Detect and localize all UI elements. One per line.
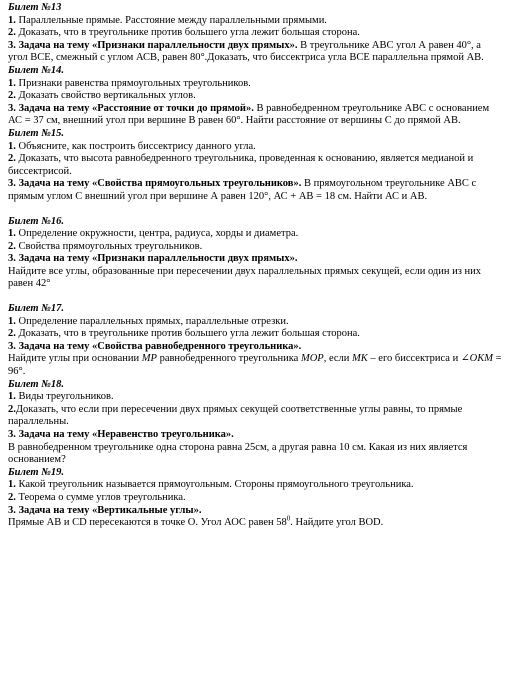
question-number: 2.: [8, 153, 16, 165]
task-text-part: . Найдите угол BOD.: [290, 517, 384, 529]
question-text: Признаки равенства прямоугольных треугольников.: [15, 77, 251, 89]
task-heading: 3. Задача на тему «Признаки параллельности двух прямых».: [8, 253, 298, 265]
question-text: Доказать, что если при пересечении двух прямых секущей соответственные углы равны, то прямые параллельны.: [8, 403, 463, 428]
question-3: [8, 429, 503, 442]
spacer: [8, 291, 503, 303]
task-heading: 3. Задача на тему «Расстояние от точки до прямой».: [8, 102, 254, 114]
question-3: [8, 178, 503, 203]
question-text: Теорема о сумме углов треугольника.: [15, 491, 186, 503]
ticket-title: Билет №18.: [8, 378, 64, 390]
task-text: В прямоугольном треугольнике АВС с прямым углом С внешний угол при вершине А равен 120°, АС + АВ = 18 см. Найти АС и АВ.: [8, 178, 477, 202]
question-number: 2.: [8, 328, 16, 340]
task-text-part: , если: [323, 353, 353, 365]
question-text: Какой треугольник называется прямоугольным. Стороны прямоугольного треугольника.: [15, 479, 414, 491]
ticket-16: [8, 216, 503, 292]
task-heading: 3. Задача на тему «Неравенство треугольника».: [8, 429, 234, 440]
question-text: Объясните, как построить биссектрису данного угла.: [15, 140, 256, 152]
question-1: [8, 479, 503, 492]
question-number: 2.: [8, 491, 16, 503]
question-text: Определение параллельных прямых, параллельные отрезки.: [15, 315, 289, 327]
question-2: [8, 492, 503, 505]
question-text: Виды треугольников.: [15, 391, 114, 403]
question-number: 1.: [8, 479, 16, 491]
question-3: [8, 40, 503, 65]
question-number: 1.: [8, 315, 16, 327]
task-text-part: равнобедренного треугольника: [156, 353, 301, 365]
question-text: Доказать, что в треугольнике против большего угла лежит большая сторона.: [15, 27, 360, 39]
question-2: [8, 27, 503, 40]
question-number: 2.: [8, 403, 16, 415]
question-text: Определение окружности, центра, радиуса, хорды и диаметра.: [15, 228, 299, 240]
task-heading: 3. Задача на тему «Свойства прямоугольных треугольников».: [8, 178, 302, 190]
task-text: В равнобедренном треугольнике одна сторона равна 25см, а другая равна 10 см. Какая из них является основанием?: [8, 441, 468, 466]
ticket-18: [8, 379, 503, 467]
ticket-title: Билет №16.: [8, 215, 64, 227]
question-number: 1.: [8, 140, 16, 152]
question-1: [8, 141, 503, 154]
ticket-14: [8, 65, 503, 128]
question-3: [8, 341, 503, 354]
ticket-title: Билет №17.: [8, 303, 64, 315]
question-number: 2.: [8, 90, 16, 102]
segment-label: MK: [352, 353, 368, 365]
question-text: Доказать, что высота равнобедренного треугольника, проведенная к основанию, является медианой и биссектрисой.: [8, 153, 474, 177]
segment-label: MP: [141, 353, 157, 365]
question-2: [8, 90, 503, 103]
question-number: 1.: [8, 14, 16, 26]
question-1: [8, 391, 503, 404]
question-text: Доказать, что в треугольнике против большего угла лежит большая сторона.: [15, 328, 360, 340]
task-heading: 3. Задача на тему «Признаки параллельности двух прямых».: [8, 39, 298, 51]
task-text: Найдите все углы, образованные при пересечении двух параллельных прямых секущей, если один из них равен 42°: [8, 265, 482, 290]
ticket-13: [8, 2, 503, 65]
question-2: [8, 328, 503, 341]
task-text-part: Прямые АВ и CD пересекаются в точке О. Угол АОС равен 58: [8, 517, 287, 529]
ticket-title: Билет №14.: [8, 64, 64, 76]
question-number: 1.: [8, 228, 16, 240]
question-2: [8, 153, 503, 178]
angle-label: ∠OKM: [460, 353, 493, 365]
task-heading: 3. Задача на тему «Вертикальные углы».: [8, 504, 202, 516]
question-1: [8, 228, 503, 241]
task-text-part: Найдите углы при основании: [8, 353, 142, 365]
question-1: [8, 15, 503, 28]
triangle-label: MOP: [300, 353, 324, 365]
question-3: [8, 505, 503, 518]
question-number: 1.: [8, 77, 16, 89]
question-3: [8, 253, 503, 266]
question-1: [8, 78, 503, 91]
task-text: [8, 353, 503, 378]
task-text: В треугольнике АВС угол А равен 40°, а угол ВСЕ, смежный с углом АСВ, равен 80°.Доказать, что биссектриса угла ВСЕ параллельна прямой АВ.: [8, 39, 484, 64]
task-text: [8, 514, 503, 530]
ticket-17: [8, 303, 503, 379]
question-3: [8, 103, 503, 128]
question-number: 2.: [8, 27, 16, 39]
task-text: В равнобедренном треугольнике АВС с основанием АС = 37 см, внешний угол при вершине В равен 60°. Найти расстояние от вершины С до прямой АВ.: [8, 102, 490, 127]
ticket-title: Билет №13: [8, 2, 62, 13]
question-2: [8, 241, 503, 254]
question-text: Параллельные прямые. Расстояние между параллельными прямыми.: [15, 14, 327, 26]
question-number: 2.: [8, 240, 16, 252]
spacer: [8, 204, 503, 216]
question-text: Свойства прямоугольных треугольников.: [15, 240, 203, 252]
ticket-15: [8, 128, 503, 204]
ticket-title: Билет №19.: [8, 466, 64, 478]
task-text-part: = 96°.: [8, 353, 502, 378]
task-heading: 3. Задача на тему «Свойства равнобедренного треугольника».: [8, 340, 302, 352]
question-number: 1.: [8, 391, 16, 403]
question-1: [8, 316, 503, 329]
degree-superscript: 0: [286, 514, 291, 523]
ticket-title: Билет №15.: [8, 127, 64, 139]
question-text: Доказать свойство вертикальных углов.: [15, 90, 196, 102]
ticket-19: [8, 467, 503, 530]
task-text-part: – его биссектриса и: [367, 353, 461, 365]
question-2: [8, 404, 503, 429]
